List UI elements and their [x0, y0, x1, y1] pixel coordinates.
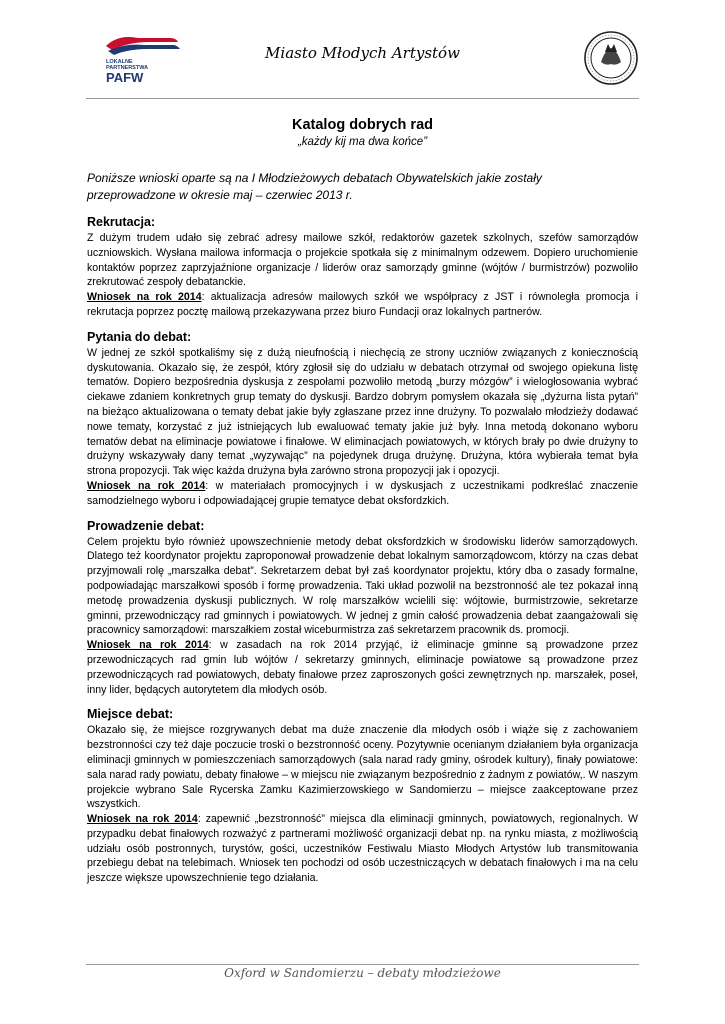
svg-text:PARTNERSTWA: PARTNERSTWA [106, 65, 149, 71]
seal-logo [583, 30, 639, 86]
svg-text:LOKALNE: LOKALNE [106, 59, 133, 65]
section-heading: Prowadzenie debat: [87, 518, 205, 533]
section-prowadzenie [87, 519, 638, 698]
section-body: Celem projektu było również upowszechnienie metody debat oksfordzkich w środowisku liderów samorządowych. Dlatego też koordynator projektu zaproponował prowadzenie debat lokalnym samorządowcom, którzy na czas debat przyjmowali rolę „marszałka debat”. Sekretarzem debat był zaś koordynator projektu, który dba o zasady formalne, podpowiadając marszałkowi sposób i formę prowadzenia. Taki układ pozwolił na bezstronność ale tez pokazał inną metodę prowadzenia dyskusji publicznych. W rolę marszałków wcielili się: wójtowie, burmistrzowie, sekretarze gminni, przewodniczący rad gminnych i powiatowych. W jednej z gmin całość prowadzenia debat zaangażowali się pracownicy samorządowi: marszałkiem został wiceburmistrza zaś sekretarzem pracownik ds. promocji. Wniosek na rok 2014: w zasadach na rok 2014 przyjąć, iż eliminacje gminne są prowadzone przez przewodniczących rad gmin lub wójtów / sekretarzy gminnych, eliminacje powiatowe są prowadzone przez przewodniczących rad powiatowych, debaty finałowe przez zaproszonych gości zewnętrznych np. marszałek, poseł, inny lider, będących autorytetem dla młodych osób. [87, 535, 639, 696]
section-body: Z dużym trudem udało się zebrać adresy mailowe szkół, redaktorów gazetek szkolnych, szefów samorządów uczniowskich. Wysłana mailowa informacja o projekcie spotkała się z minimalnym odzewem. Dopiero uruchomienie kontaktów poprzez zaprzyjaźnione organizacje / liderów oraz samorządy gminne (wójtów / burmistrzów) pozwoliło zrekrutować zespoły debatanckie. Wniosek na rok 2014: aktualizacja adresów mailowych szkół we współpracy z JST i równoległa promocja i rekrutacja poprzez pocztę mailową przekazywana przez biuro Fundacji oraz lokalnych partnerów. [87, 232, 639, 318]
section-rekrutacja [87, 215, 638, 320]
conclusion-label: Wniosek na rok 2014 [87, 813, 198, 826]
section-pytania [87, 330, 638, 509]
document-body [87, 215, 638, 896]
section-body: W jednej ze szkół spotkaliśmy się z dużą nieufnością i niechęcią ze strony uczniów związanych z koniecznością dyskutowania. Okazało się, że zespół, który zgłosił się do udziału w debatach otrzymał od swojego opiekuna listę tematów. Dopiero bezpośrednia dyskusja z zespołami pozwoliło metodą „burzy mózgów” i wielogłosowania wybrać ciekawe zdaniem konkretnych grup tematy do dyskusji. Bardzo dobrym pomysłem okazała się „dyżurna lista pytań” na bieżąco aktualizowana o tematy debat jakie były zgłaszane przez inne drużyny. To pozwalało młodzieży dodawać nowe tematy, korzystać z już istniejących lub ewaluować tematy jakie już były. Inna metodą dokonano wyboru tematów debat na eliminacje powiatowe i finałowe. W eliminacjach powiatowych, w których brały po dwie drużyny to drużyny wskazywały dany temat „wyzywając” na pojedynek druga drużynę. Drużyna, która wybierała temat była strona propozycji. Tak więc każda drużyna była zarówno strona propozycji jak i opozycji. Wniosek na rok 2014: w materiałach promocyjnych i w dyskusjach z uczestnikami podkreślać znaczenie samodzielnego wyboru i odpowiadającej grupie tematyce debat oksfordzkich. [87, 346, 638, 507]
section-miejsce [87, 707, 638, 886]
conclusion-text: : w materiałach promocyjnych i w dyskusjach z uczestnikami podkreślać znaczenie samodzielnego wyboru i odpowiadającej grupie tematyce debat oksfordzkich. [87, 479, 638, 507]
document-subtitle: „każdy kij ma dwa końce” [297, 136, 428, 148]
conclusion-text: : w zasadach na rok 2014 przyjąć, iż eliminacje gminne są prowadzone przez przewodniczących rad gmin lub wójtów / sekretarzy gminnych, eliminacje powiatowe są prowadzone przez przewodniczących rad powiatowych, debaty finałowe przez zaproszonych gości zewnętrznych np. marszałek, poseł, inny lider, będących autorytetem dla młodych osób. [87, 639, 639, 696]
conclusion-text: : aktualizacja adresów mailowych szkół we współpracy z JST i równoległa promocja i rekrutacja poprzez pocztę mailową przekazywana przez biuro Fundacji oraz lokalnych partnerów. [87, 291, 639, 318]
section-body: Okazało się, że miejsce rozgrywanych debat ma duże znaczenie dla młodych osób i wiąże się z zachowaniem bezstronności czy też daje poczucie troski o bezstronność oceny. Pozytywnie ocenianym działaniem była organizacja eliminacji gminnych w pomieszczeniach samorządowych (sala narad rady gminy, ośrodek kultury), finały powiatowe: sala narad rady powiatu, debaty finałowe – w miejscu nie związanym bezpośrednio z żadnym z powiatów,. W naszym projekcie wybrano Sale Rycerska Zamku Kazimierzowskiego w Sandomierzu – miejsce zaakceptowane przez wszystkich. Wniosek na rok 2014: zapewnić „bezstronność” miejsca dla eliminacji gminnych, powiatowych, regionalnych. W przypadku debat finałowych rozważyć z partnerami możliwość organizacji debat np. na rynku miasta, z możliwością udziału osób postronnych, turystów, gości, uczestników Festiwalu Miasto Młodych Artystów lub transmitowania przebiegu debat na telebimach. Wniosek ten pochodzi od osób uczestniczących w debatach finałowych i ma na celu jeszcze większe upowszechnienie tego działania. [87, 724, 638, 885]
header-divider [86, 98, 639, 99]
document-title: Katalog dobrych rad [292, 117, 433, 133]
section-heading: Pytania do debat: [87, 329, 192, 344]
section-heading: Rekrutacja: [87, 215, 156, 229]
header-title: Miasto Młodych Artystów [265, 44, 460, 62]
svg-text:PAFW: PAFW [106, 70, 144, 84]
conclusion-label: Wniosek na rok 2014 [87, 291, 202, 304]
footer-divider [86, 964, 639, 965]
conclusion-text: : zapewnić „bezstronność” miejsca dla eliminacji gminnych, powiatowych, regionalnych. W przypadku debat finałowych rozważyć z partnerami możliwość organizacji debat np. na rynku miasta, z możliwością udziału osób postronnych, turystów, gości, uczestników Festiwalu Miasto Młodych Artystów lub transmitowania przebiegu debat na telebimach. Wniosek ten pochodzi od osób uczestniczących w debatach finałowych i ma na celu jeszcze większe upowszechnienie tego działania. [87, 813, 638, 885]
document-intro: Poniższe wnioski oparte są na I Młodzieżowych debatach Obywatelskich jakie zostały przeprowadzone w okresie maj – czerwiec 2013 r. [87, 171, 542, 202]
footer-text: Oxford w Sandomierzu – debaty młodzieżowe [224, 966, 501, 980]
section-heading: Miejsce debat: [87, 707, 174, 722]
conclusion-label: Wniosek na rok 2014 [87, 639, 209, 652]
seal-icon [583, 30, 639, 86]
conclusion-label: Wniosek na rok 2014 [87, 479, 206, 492]
